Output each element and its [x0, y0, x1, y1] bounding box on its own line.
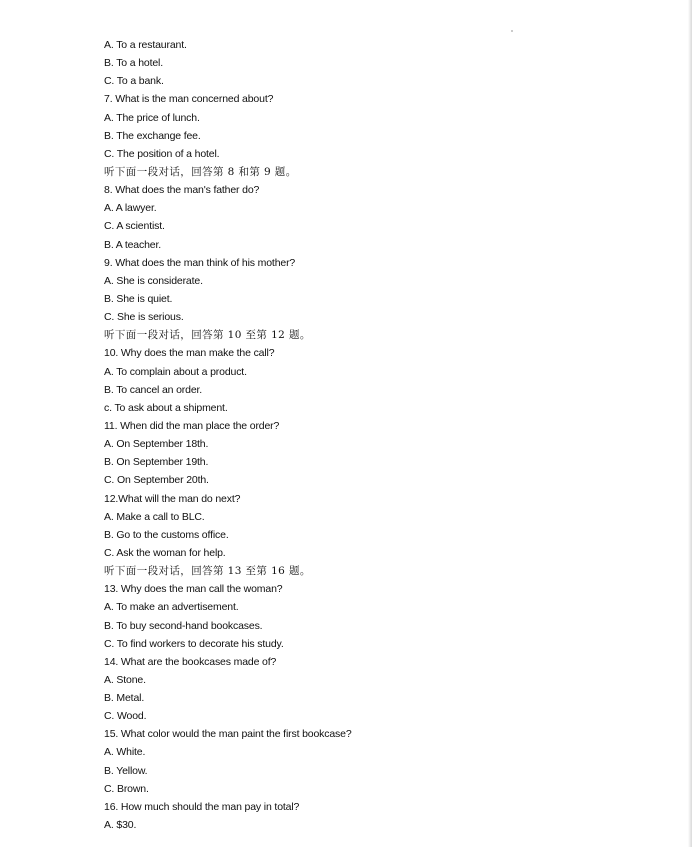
question-line: 9. What does the man think of his mother?: [104, 256, 296, 269]
option-line: B. She is quiet.: [104, 292, 173, 305]
option-line: C. To find workers to decorate his study.: [104, 637, 284, 650]
option-line: A. To complain about a product.: [104, 365, 247, 378]
option-line: C. A scientist.: [104, 220, 165, 233]
question-line: 12.What will the man do next?: [104, 492, 241, 505]
section-instruction: 听下面一段对话，回答第 8 和第 9 题。: [104, 165, 297, 178]
option-line: C. To a bank.: [104, 75, 164, 88]
question-line: 13. Why does the man call the woman?: [104, 583, 283, 596]
option-line: B. To buy second-hand bookcases.: [104, 619, 263, 632]
page-edge-shadow: [688, 0, 692, 847]
option-line: B. Yellow.: [104, 764, 148, 777]
question-line: 8. What does the man's father do?: [104, 184, 260, 197]
option-line: A. $30.: [104, 819, 137, 832]
option-line: A. She is considerate.: [104, 274, 203, 287]
option-line: C. Ask the woman for help.: [104, 546, 226, 559]
option-line: c. To ask about a shipment.: [104, 401, 228, 414]
option-line: B. The exchange fee.: [104, 129, 201, 142]
exam-question-list: [104, 36, 352, 834]
question-line: 11. When did the man place the order?: [104, 419, 280, 432]
option-line: A. Make a call to BLC.: [104, 510, 205, 523]
option-line: A. A lawyer.: [104, 202, 157, 215]
option-line: B. To a hotel.: [104, 57, 163, 70]
option-line: B. On September 19th.: [104, 456, 209, 469]
option-line: C. Brown.: [104, 782, 149, 795]
question-line: 15. What color would the man paint the first bookcase?: [104, 728, 352, 741]
section-instruction: 听下面一段对话，回答第 13 至第 16 题。: [104, 565, 311, 578]
question-line: 10. Why does the man make the call?: [104, 347, 275, 360]
option-line: A. White.: [104, 746, 146, 759]
option-line: B. Go to the customs office.: [104, 528, 229, 541]
option-line: A. On September 18th.: [104, 438, 209, 451]
option-line: C. The position of a hotel.: [104, 147, 220, 160]
option-line: B. A teacher.: [104, 238, 162, 251]
option-line: C. Wood.: [104, 710, 147, 723]
option-line: C. She is serious.: [104, 311, 184, 324]
option-line: C. On September 20th.: [104, 474, 209, 487]
option-line: A. The price of lunch.: [104, 111, 200, 124]
option-line: A. To a restaurant.: [104, 39, 187, 51]
question-line: 14. What are the bookcases made of?: [104, 655, 277, 668]
section-instruction: 听下面一段对话，回答第 10 至第 12 题。: [104, 329, 311, 342]
option-line: A. Stone.: [104, 673, 146, 686]
question-line: 7. What is the man concerned about?: [104, 93, 274, 106]
option-line: B. Metal.: [104, 692, 145, 705]
question-line: 16. How much should the man pay in total?: [104, 800, 300, 813]
option-line: B. To cancel an order.: [104, 383, 203, 396]
option-line: A. To make an advertisement.: [104, 601, 239, 614]
scan-speck: [511, 30, 513, 32]
